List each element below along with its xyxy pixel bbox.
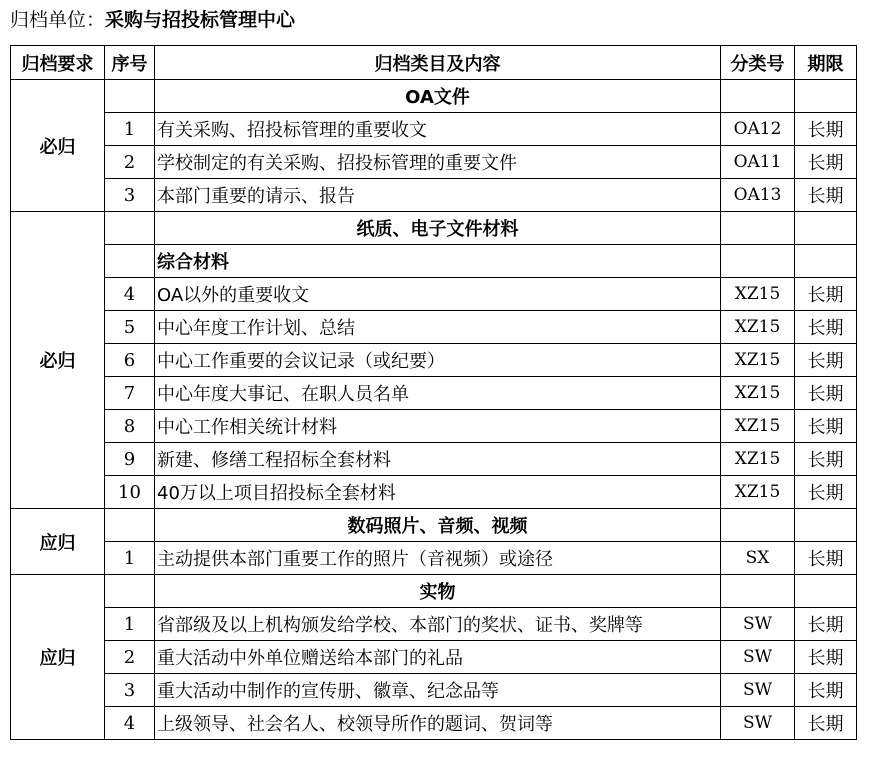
content-cell: OA以外的重要收文 xyxy=(155,278,721,311)
term-cell xyxy=(795,212,857,245)
term-cell: 长期 xyxy=(795,476,857,509)
code-cell: XZ15 xyxy=(721,278,795,311)
header-row xyxy=(11,46,857,80)
requirement-cell: 应归 xyxy=(11,575,105,740)
term-cell: 长期 xyxy=(795,344,857,377)
col-header-term: 期限 xyxy=(795,46,857,80)
number-cell xyxy=(105,575,155,608)
term-cell xyxy=(795,80,857,113)
table-row xyxy=(11,542,857,575)
code-cell: XZ15 xyxy=(721,311,795,344)
table-row xyxy=(11,410,857,443)
table-row xyxy=(11,707,857,740)
code-cell xyxy=(721,80,795,113)
content-cell: 上级领导、社会名人、校领导所作的题词、贺词等 xyxy=(155,707,721,740)
table-row xyxy=(11,113,857,146)
term-cell: 长期 xyxy=(795,674,857,707)
number-cell xyxy=(105,212,155,245)
section-row xyxy=(11,80,857,113)
content-cell: 省部级及以上机构颁发给学校、本部门的奖状、证书、奖牌等 xyxy=(155,608,721,641)
table-row xyxy=(11,443,857,476)
archive-table xyxy=(10,45,857,740)
subsection-row xyxy=(11,245,857,278)
code-cell: OA12 xyxy=(721,113,795,146)
section-row xyxy=(11,575,857,608)
code-cell: SX xyxy=(721,542,795,575)
number-cell: 10 xyxy=(105,476,155,509)
number-cell: 5 xyxy=(105,311,155,344)
content-cell: 本部门重要的请示、报告 xyxy=(155,179,721,212)
term-cell: 长期 xyxy=(795,542,857,575)
number-cell: 3 xyxy=(105,179,155,212)
table-row xyxy=(11,278,857,311)
content-cell: 重大活动中外单位赠送给本部门的礼品 xyxy=(155,641,721,674)
col-header-content: 归档类目及内容 xyxy=(155,46,721,80)
term-cell xyxy=(795,509,857,542)
code-cell: XZ15 xyxy=(721,476,795,509)
archive-unit-name: 采购与招投标管理中心 xyxy=(105,9,296,31)
term-cell: 长期 xyxy=(795,377,857,410)
archive-unit-line xyxy=(10,6,295,34)
table-row xyxy=(11,179,857,212)
term-cell: 长期 xyxy=(795,410,857,443)
section-title: OA文件 xyxy=(155,80,721,113)
content-cell: 重大活动中制作的宣传册、徽章、纪念品等 xyxy=(155,674,721,707)
number-cell: 1 xyxy=(105,542,155,575)
content-cell: 主动提供本部门重要工作的照片（音视频）或途径 xyxy=(155,542,721,575)
code-cell xyxy=(721,509,795,542)
code-cell xyxy=(721,212,795,245)
code-cell: XZ15 xyxy=(721,443,795,476)
col-header-code: 分类号 xyxy=(721,46,795,80)
content-cell: 中心年度工作计划、总结 xyxy=(155,311,721,344)
code-cell: SW xyxy=(721,608,795,641)
code-cell: XZ15 xyxy=(721,344,795,377)
requirement-cell: 必归 xyxy=(11,80,105,212)
subsection-title: 综合材料 xyxy=(155,245,721,278)
requirement-cell: 应归 xyxy=(11,509,105,575)
number-cell: 2 xyxy=(105,641,155,674)
term-cell: 长期 xyxy=(795,179,857,212)
table-row xyxy=(11,641,857,674)
term-cell: 长期 xyxy=(795,641,857,674)
code-cell: SW xyxy=(721,707,795,740)
number-cell: 4 xyxy=(105,707,155,740)
number-cell: 4 xyxy=(105,278,155,311)
section-title: 数码照片、音频、视频 xyxy=(155,509,721,542)
code-cell: OA11 xyxy=(721,146,795,179)
archive-unit-label: 归档单位： xyxy=(10,9,106,31)
table-row xyxy=(11,146,857,179)
code-cell xyxy=(721,575,795,608)
section-title: 纸质、电子文件材料 xyxy=(155,212,721,245)
table-row xyxy=(11,377,857,410)
code-cell: XZ15 xyxy=(721,410,795,443)
content-cell: 新建、修缮工程招标全套材料 xyxy=(155,443,721,476)
number-cell: 8 xyxy=(105,410,155,443)
code-cell: OA13 xyxy=(721,179,795,212)
term-cell: 长期 xyxy=(795,113,857,146)
term-cell: 长期 xyxy=(795,443,857,476)
term-cell: 长期 xyxy=(795,608,857,641)
term-cell: 长期 xyxy=(795,311,857,344)
number-cell xyxy=(105,509,155,542)
col-header-requirement: 归档要求 xyxy=(11,46,105,80)
col-header-number: 序号 xyxy=(105,46,155,80)
code-cell: SW xyxy=(721,641,795,674)
section-row xyxy=(11,212,857,245)
term-cell: 长期 xyxy=(795,146,857,179)
number-cell: 9 xyxy=(105,443,155,476)
term-cell: 长期 xyxy=(795,278,857,311)
content-cell: 中心工作相关统计材料 xyxy=(155,410,721,443)
table-row xyxy=(11,476,857,509)
term-cell xyxy=(795,575,857,608)
code-cell: SW xyxy=(721,674,795,707)
content-cell: 中心年度大事记、在职人员名单 xyxy=(155,377,721,410)
section-row xyxy=(11,509,857,542)
term-cell xyxy=(795,245,857,278)
table-row xyxy=(11,674,857,707)
content-cell: 40万以上项目招投标全套材料 xyxy=(155,476,721,509)
requirement-cell: 必归 xyxy=(11,212,105,509)
table-row xyxy=(11,608,857,641)
code-cell xyxy=(721,245,795,278)
number-cell: 1 xyxy=(105,113,155,146)
number-cell: 6 xyxy=(105,344,155,377)
number-cell: 2 xyxy=(105,146,155,179)
table-row xyxy=(11,311,857,344)
table-body xyxy=(11,80,857,740)
number-cell: 3 xyxy=(105,674,155,707)
content-cell: 中心工作重要的会议记录（或纪要） xyxy=(155,344,721,377)
term-cell: 长期 xyxy=(795,707,857,740)
number-cell: 7 xyxy=(105,377,155,410)
number-cell xyxy=(105,245,155,278)
number-cell: 1 xyxy=(105,608,155,641)
number-cell xyxy=(105,80,155,113)
section-title: 实物 xyxy=(155,575,721,608)
content-cell: 有关采购、招投标管理的重要收文 xyxy=(155,113,721,146)
table-row xyxy=(11,344,857,377)
content-cell: 学校制定的有关采购、招投标管理的重要文件 xyxy=(155,146,721,179)
code-cell: XZ15 xyxy=(721,377,795,410)
